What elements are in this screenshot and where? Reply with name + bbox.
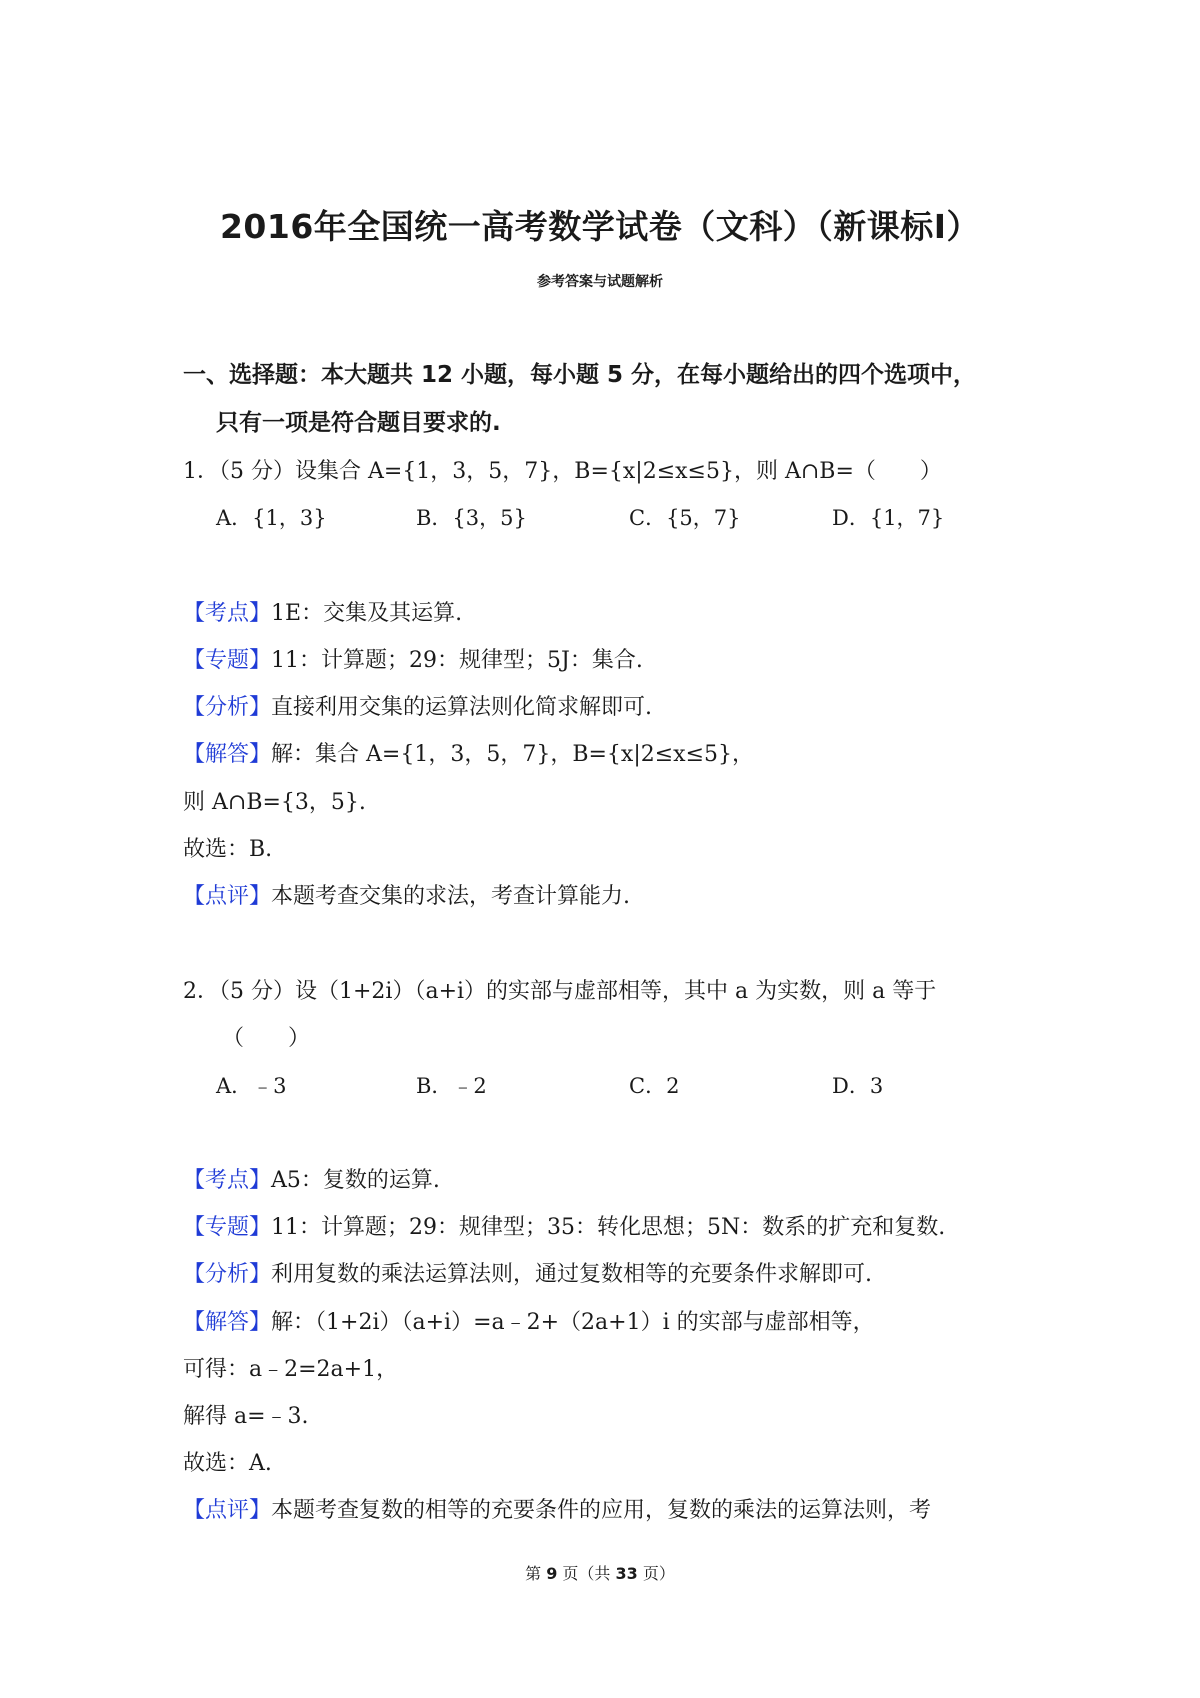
page-footer: [0, 1561, 1200, 1584]
q1-dianping-text: 本题考查交集的求法，考查计算能力.: [271, 884, 631, 909]
q1-kaodian-text: 1E：交集及其运算.: [271, 601, 463, 626]
q2-step-2: 解得 a=﹣3.: [183, 1404, 309, 1429]
question-2-option-c: C．2: [629, 1074, 680, 1098]
footer-mid: 页（共: [557, 1564, 616, 1583]
question-1-option-a: A．{1，3}: [216, 506, 327, 530]
section-header-line2: 只有一项是符合题目要求的.: [216, 410, 501, 436]
q1-fenxi-text: 直接利用交集的运算法则化简求解即可.: [271, 695, 653, 720]
question-2-option-d: D．3: [832, 1074, 884, 1098]
q1-jieda-text: 解：集合 A={1，3，5，7}，B={x|2≤x≤5}，: [271, 742, 754, 767]
q1-fenxi-tag: 【分析】: [183, 695, 272, 720]
footer-suffix: 页）: [637, 1564, 675, 1583]
question-2-option-a: A．﹣3: [216, 1074, 287, 1098]
q1-step-1: 则 A∩B={3，5}.: [183, 790, 366, 815]
footer-total-pages: 33: [615, 1564, 638, 1583]
q2-fenxi-text: 利用复数的乘法运算法则，通过复数相等的充要条件求解即可.: [271, 1262, 873, 1287]
q2-jieda-text: 解：（1+2i）（a+i）=a﹣2+（2a+1）i 的实部与虚部相等，: [271, 1310, 875, 1335]
q2-jieda-tag: 【解答】: [183, 1310, 272, 1335]
q1-zhuanti-text: 11：计算题；29：规律型；5J：集合.: [271, 648, 643, 673]
q2-zhuanti: [183, 1217, 945, 1239]
q1-kaodian: [183, 603, 462, 625]
q2-answer: 故选：A.: [183, 1451, 272, 1476]
q2-dianping-tag: 【点评】: [183, 1498, 272, 1523]
question-1-option-d: D．{1，7}: [832, 506, 945, 530]
q2-kaodian-tag: 【考点】: [183, 1168, 272, 1193]
footer-prefix: 第: [525, 1564, 547, 1583]
question-1-option-c: C．{5，7}: [629, 506, 741, 530]
q1-answer: 故选：B.: [183, 837, 273, 862]
question-2-option-b: B．﹣2: [416, 1074, 487, 1098]
q2-kaodian: [183, 1170, 440, 1192]
footer-page-number: 9: [546, 1564, 558, 1583]
q2-kaodian-text: A5：复数的运算.: [271, 1168, 440, 1193]
question-2-stem-cont: （ ）: [222, 1026, 311, 1051]
question-1-stem: 1．（5 分）设集合 A={1，3，5，7}，B={x|2≤x≤5}，则 A∩B=（ ）: [183, 459, 942, 484]
q2-fenxi: [183, 1264, 872, 1286]
q2-jieda: [183, 1312, 875, 1334]
question-1-option-b: B．{3，5}: [416, 506, 527, 530]
q1-zhuanti: [183, 650, 643, 672]
q1-jieda-tag: 【解答】: [183, 742, 272, 767]
q2-step-1: 可得：a﹣2=2a+1，: [183, 1357, 399, 1382]
page-title: 2016年全国统一高考数学试卷（文科）（新课标Ⅰ）: [219, 207, 981, 246]
section-header-line1: 一、选择题：本大题共 12 小题，每小题 5 分，在每小题给出的四个选项中，: [183, 362, 977, 388]
q2-zhuanti-text: 11：计算题；29：规律型；35：转化思想；5N：数系的扩充和复数.: [271, 1215, 946, 1240]
question-2-stem: 2．（5 分）设（1+2i）（a+i）的实部与虚部相等，其中 a 为实数，则 a 等于: [183, 979, 937, 1004]
q1-zhuanti-tag: 【专题】: [183, 648, 272, 673]
q1-dianping: [183, 886, 630, 908]
q2-dianping: [183, 1500, 931, 1522]
q1-kaodian-tag: 【考点】: [183, 601, 272, 626]
q2-dianping-text: 本题考查复数的相等的充要条件的应用，复数的乘法的运算法则，考: [271, 1498, 932, 1523]
page-subtitle: 参考答案与试题解析: [537, 274, 663, 290]
q1-dianping-tag: 【点评】: [183, 884, 272, 909]
q2-zhuanti-tag: 【专题】: [183, 1215, 272, 1240]
q1-fenxi: [183, 697, 652, 719]
q2-fenxi-tag: 【分析】: [183, 1262, 272, 1287]
q1-jieda: [183, 744, 754, 766]
